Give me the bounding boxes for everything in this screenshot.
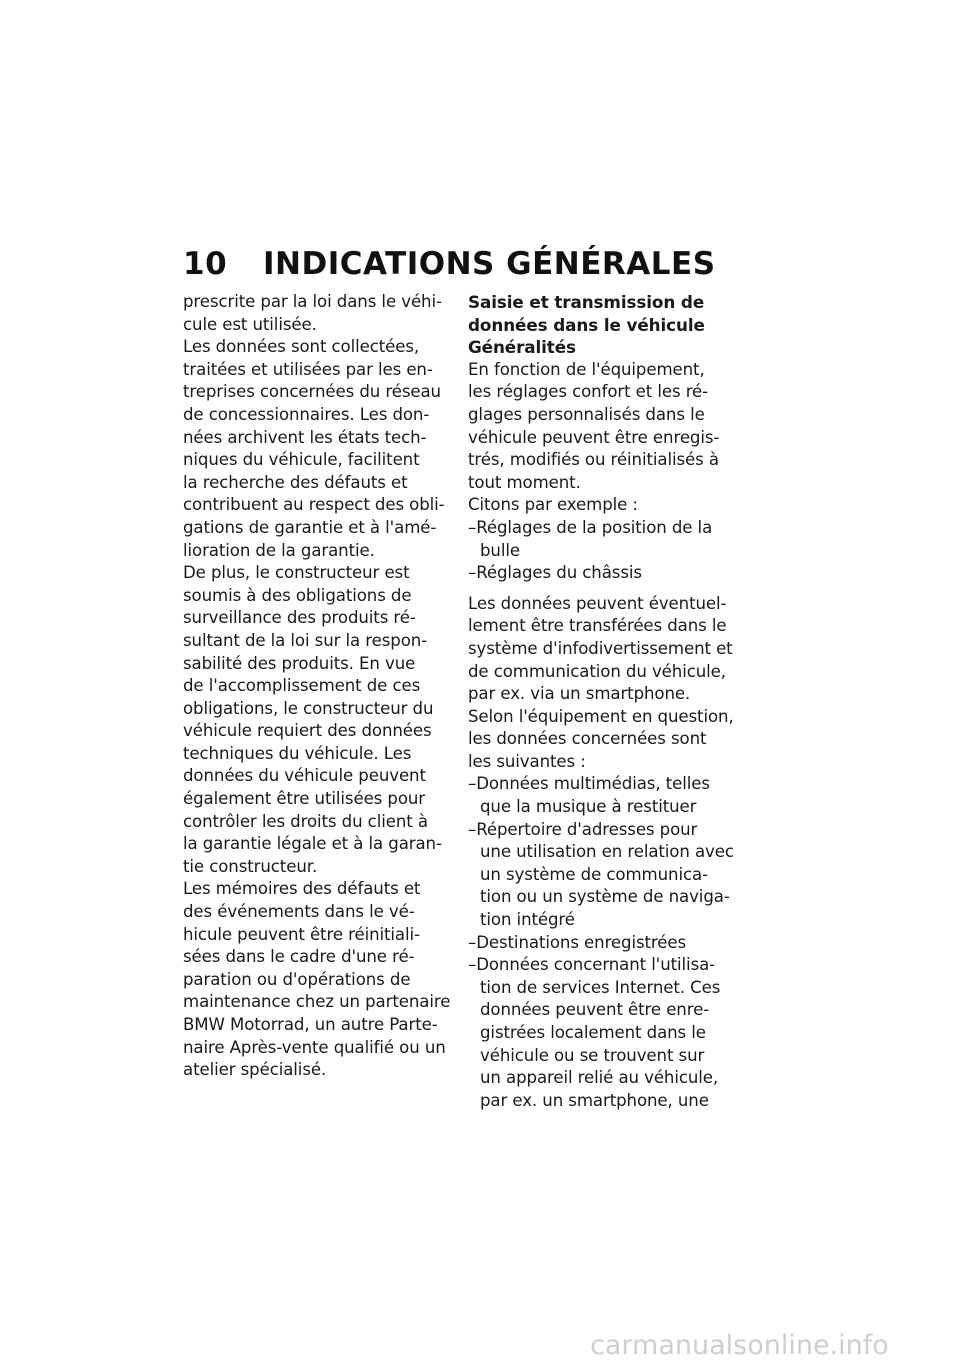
text-line: la recherche des défauts et xyxy=(183,472,408,492)
text-line: véhicule peuvent être enregis- xyxy=(468,427,720,447)
list-item xyxy=(468,954,740,1112)
list-item-line: tion intégré xyxy=(480,910,575,930)
text-line: données du véhicule peuvent xyxy=(183,766,426,786)
text-line: Les données peuvent éventuel- xyxy=(468,593,727,613)
text-line: surveillance des produits ré- xyxy=(183,608,416,628)
text-line: les suivantes : xyxy=(468,751,586,771)
text-line: lioration de la garantie. xyxy=(183,540,375,560)
list-item-line: tion de services Internet. Ces xyxy=(480,977,721,997)
list-item-line: un appareil relié au véhicule, xyxy=(480,1068,719,1088)
text-line: sabilité des produits. En vue xyxy=(183,653,416,673)
text-line: les données concernées sont xyxy=(468,729,707,749)
text-line: de communication du véhicule, xyxy=(468,661,726,681)
text-line: nées archivent les états tech- xyxy=(183,427,427,447)
text-line: atelier spécialisé. xyxy=(183,1060,327,1080)
text-line: contribuent au respect des obli- xyxy=(183,495,445,515)
text-line: de concessionnaires. Les don- xyxy=(183,404,430,424)
list-item-line: par ex. un smartphone, une xyxy=(480,1090,709,1110)
list-item xyxy=(468,819,740,932)
text-line: niques du véhicule, facilitent xyxy=(183,450,420,470)
list-item xyxy=(468,517,740,562)
list-item-line: gistrées localement dans le xyxy=(480,1023,706,1042)
text-line: les réglages confort et les ré- xyxy=(468,382,709,402)
text-line: maintenance chez un partenaire xyxy=(183,992,451,1012)
data-items-list xyxy=(468,773,740,1112)
text-line: gations de garantie et à l'amé- xyxy=(183,517,437,537)
text-line: Les mémoires des défauts et xyxy=(183,879,421,899)
text-line: contrôler les droits du client à xyxy=(183,811,428,831)
list-item-line: données peuvent être enre- xyxy=(480,1000,710,1020)
text-line: véhicule requiert des données xyxy=(183,721,432,741)
text-line: lement être transférées dans le xyxy=(468,616,727,636)
text-line: obligations, le constructeur du xyxy=(183,698,434,718)
text-line: de l'accomplissement de ces xyxy=(183,676,421,696)
text-line: paration ou d'opérations de xyxy=(183,969,411,989)
list-item-line: –Destinations enregistrées xyxy=(468,932,687,952)
text-line: naire Après-vente qualifié ou un xyxy=(183,1037,446,1057)
section-title-line: données dans le véhicule xyxy=(468,314,705,335)
right-column xyxy=(468,291,740,1112)
text-line: sultant de la loi sur la respon- xyxy=(183,630,428,650)
list-item xyxy=(468,562,740,585)
text-line: prescrite par la loi dans le véhi- xyxy=(183,292,442,311)
list-item-line: une utilisation en relation avec xyxy=(480,842,734,862)
left-column xyxy=(183,291,455,1082)
text-line: Les données sont collectées, xyxy=(183,337,420,357)
list-item-line: que la musique à restituer xyxy=(480,797,697,817)
text-line: tie constructeur. xyxy=(183,856,318,876)
list-item-line: tion ou un système de naviga- xyxy=(480,887,730,907)
list-item xyxy=(468,932,740,955)
list-item-line: bulle xyxy=(480,540,520,560)
text-line: treprises concernées du réseau xyxy=(183,382,441,402)
list-item-line: –Données concernant l'utilisa- xyxy=(468,955,716,975)
text-line: également être utilisées pour xyxy=(183,789,426,809)
text-line: hicule peuvent être réinitiali- xyxy=(183,924,420,944)
chapter-heading xyxy=(183,244,716,284)
text-line: par ex. via un smartphone. xyxy=(468,684,691,704)
text-line: En fonction de l'équipement, xyxy=(468,359,705,379)
section-title xyxy=(468,291,740,336)
text-line: BMW Motorrad, un autre Parte- xyxy=(183,1015,438,1034)
text-line: De plus, le constructeur est xyxy=(183,563,410,583)
text-line: sées dans le cadre d'une ré- xyxy=(183,947,415,967)
text-line: Selon l'équipement en question, xyxy=(468,706,734,726)
watermark-text: carmanualsonline.info xyxy=(590,1330,889,1361)
text-line: techniques du véhicule. Les xyxy=(183,743,412,763)
subsection-title: Généralités xyxy=(468,337,576,358)
text-line: Citons par exemple : xyxy=(468,495,638,515)
examples-list xyxy=(468,517,740,585)
text-line: système d'infodivertissement et xyxy=(468,638,733,658)
chapter-number: 10 xyxy=(183,246,228,282)
chapter-title: INDICATIONS GÉNÉRALES xyxy=(263,246,716,282)
list-item xyxy=(468,773,740,818)
list-item-line: véhicule ou se trouvent sur xyxy=(480,1045,705,1065)
text-line: soumis à des obligations de xyxy=(183,585,412,605)
section-title-line: Saisie et transmission de xyxy=(468,292,705,312)
text-line: cule est utilisée. xyxy=(183,314,317,334)
text-line: traitées et utilisées par les en- xyxy=(183,359,433,379)
intro-paragraph xyxy=(468,359,740,517)
text-line: tout moment. xyxy=(468,472,581,492)
list-item-line: –Données multimédias, telles xyxy=(468,774,710,794)
list-item-line: un système de communica- xyxy=(480,864,708,884)
list-item-line: –Réglages du châssis xyxy=(468,563,642,583)
list-item-line: –Répertoire d'adresses pour xyxy=(468,819,698,839)
list-item-line: –Réglages de la position de la xyxy=(468,517,713,537)
text-line: la garantie légale et à la garan- xyxy=(183,834,442,854)
text-line: trés, modifiés ou réinitialisés à xyxy=(468,450,719,470)
text-line: des événements dans le vé- xyxy=(183,902,415,922)
text-line: glages personnalisés dans le xyxy=(468,404,705,424)
transfer-paragraph xyxy=(468,593,740,774)
